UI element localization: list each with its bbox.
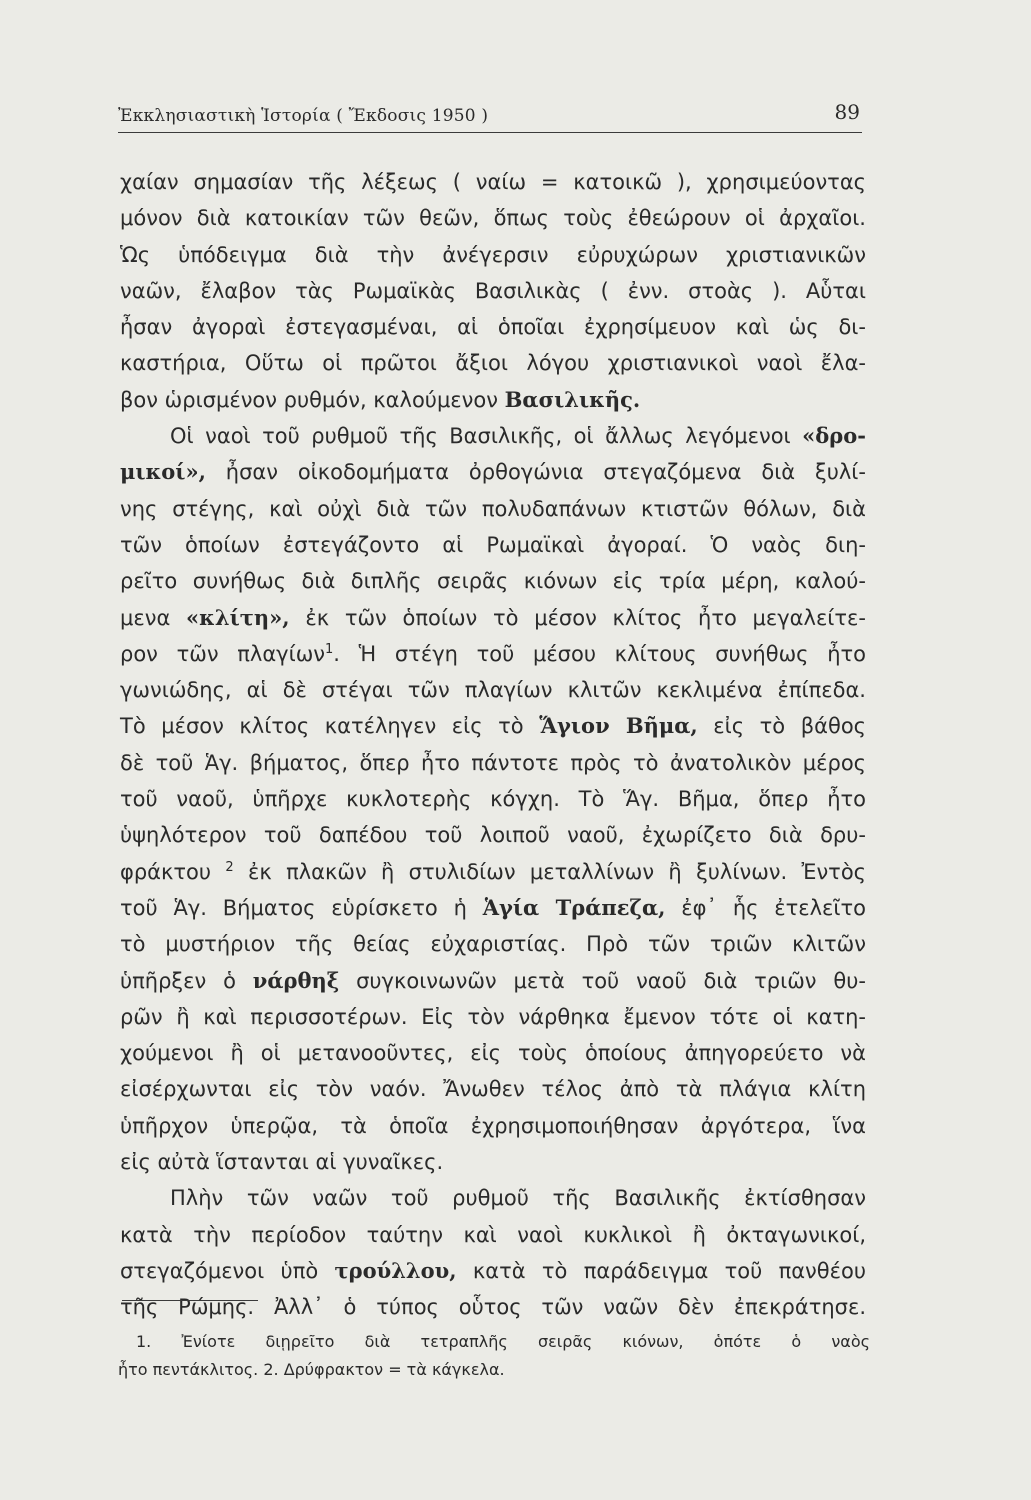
- text-segment: μενα: [120, 605, 171, 630]
- text-segment: ἐφ᾿ ἧς ἐτελεῖτο: [681, 895, 866, 920]
- text-line: [120, 454, 866, 490]
- text-line: τῆς Ρώμης. Ἀλλ᾿ ὁ τύπος οὗτος τῶν ναῶν δὲν ἐπεκράτησε.: [120, 1295, 866, 1320]
- text-line: Ὡς ὑπόδειγμα διὰ τὴν ἀνέγερσιν εὐρυχώρων χριστιανικῶν: [120, 242, 866, 267]
- text-line: ρῶν ἢ καὶ περισσοτέρων. Εἰς τὸν νάρθηκα ἔμενον τότε οἱ κατη-: [120, 1004, 866, 1029]
- header-rule: [118, 132, 862, 133]
- bold-term: νάρθηξ: [252, 967, 340, 993]
- text-line: νης στέγης, καὶ οὐχὶ διὰ τῶν πολυδαπάνων κτιστῶν θόλων, διὰ: [120, 496, 866, 521]
- text-line: [120, 418, 866, 454]
- text-segment: Τὸ μέσον κλίτος κατέληγεν εἰς τὸ: [120, 714, 524, 739]
- text-line: κατὰ τὴν περίοδον ταύτην καὶ ναοὶ κυκλικοὶ ἢ ὀκταγωνικοί,: [120, 1222, 866, 1247]
- text-segment: . Ἡ στέγη τοῦ μέσου κλίτους συνήθως ἦτο: [333, 641, 866, 666]
- text-segment: τοῦ Ἁγ. Βήματος εὑρίσκετο ἡ: [120, 895, 467, 920]
- text-segment: στεγαζόμενοι ὑπὸ: [120, 1258, 319, 1283]
- bold-term: Ἁγία Τράπεζα,: [482, 894, 666, 920]
- text-line: τὸ μυστήριον τῆς θείας εὐχαριστίας. Πρὸ τῶν τριῶν κλιτῶν: [120, 932, 866, 957]
- footnote-marker: 2: [225, 859, 234, 875]
- footnotes: [118, 1328, 870, 1384]
- text-segment: κατὰ τὸ παράδειγμα τοῦ πανθέου: [472, 1258, 866, 1283]
- bold-term: Ἅγιον Βῆμα,: [539, 713, 698, 739]
- footnote-marker: 1: [325, 641, 334, 657]
- text-line: εἰσέρχωνται εἰς τὸν ναόν. Ἄνωθεν τέλος ἀπὸ τὰ πλάγια κλίτη: [120, 1077, 866, 1102]
- text-line: ρεῖτο συνήθως διὰ διπλῆς σειρᾶς κιόνων εἰς τρία μέρη, καλού-: [120, 569, 866, 594]
- text-segment: Οἱ ναοὶ τοῦ ρυθμοῦ τῆς Βασιλικῆς, οἱ ἄλλως λεγόμενοι: [170, 424, 791, 449]
- footnote-line: ἦτο πεντάκλιτος. 2. Δρύφρακτον = τὰ κάγκελα.: [118, 1360, 505, 1379]
- footnote-line: 1. Ἐνίοτε διῃρεῖτο διὰ τετραπλῆς σειρᾶς κιόνων, ὁπότε ὁ ναὸς: [136, 1332, 870, 1351]
- text-segment: ἦσαν οἰκοδομήματα ὀρθογώνια στεγαζόμενα διὰ ξυλί-: [225, 460, 866, 485]
- text-line: [120, 1253, 866, 1289]
- text-line: [120, 854, 866, 890]
- text-line: [120, 636, 866, 672]
- bold-term: Βασιλικῆς.: [504, 386, 641, 412]
- text-line: δὲ τοῦ Ἁγ. βήματος, ὅπερ ἦτο πάντοτε πρὸς τὸ ἀνατολικὸν μέρος: [120, 750, 866, 775]
- bold-term: μικοί»,: [120, 459, 206, 485]
- text-line: ἦσαν ἀγοραὶ ἐστεγασμέναι, αἱ ὁποῖαι ἐχρησίμευον καὶ ὡς δι-: [120, 315, 866, 340]
- body-text: [120, 164, 866, 1326]
- text-line: μόνον διὰ κατοικίαν τῶν θεῶν, ὅπως τοὺς ἐθεώρουν οἱ ἀρχαῖοι.: [120, 206, 866, 231]
- bold-term: τρούλλου,: [334, 1257, 457, 1283]
- text-line: [120, 708, 866, 744]
- text-line: ὑπῆρχον ὑπερῷα, τὰ ὁποῖα ἐχρησιμοποιήθησαν ἀργότερα, ἵνα: [120, 1113, 866, 1138]
- text-line: [120, 382, 866, 418]
- text-segment: ἐκ πλακῶν ἢ στυλιδίων μεταλλίνων ἢ ξυλίνων. Ἐντὸς: [248, 859, 866, 884]
- text-segment: βον ὡρισμένον ρυθμόν, καλούμενον: [120, 387, 498, 412]
- text-line: τῶν ὁποίων ἐστεγάζοντο αἱ Ρωμαϊκαὶ ἀγοραί. Ὁ ναὸς διη-: [120, 532, 866, 557]
- text-segment: συγκοινωνῶν μετὰ τοῦ ναοῦ διὰ τριῶν θυ-: [356, 968, 866, 993]
- text-segment: ρον τῶν πλαγίων: [120, 641, 326, 666]
- text-line: ναῶν, ἔλαβον τὰς Ρωμαϊκὰς Βασιλικὰς ( ἐνν. στοὰς ). Αὗται: [120, 278, 866, 303]
- bold-term: «κλίτη»,: [186, 604, 290, 630]
- text-line: Πλὴν τῶν ναῶν τοῦ ρυθμοῦ τῆς Βασιλικῆς ἐκτίσθησαν: [170, 1186, 866, 1211]
- footnote-rule: [122, 1300, 258, 1301]
- text-line: [120, 963, 866, 999]
- running-title: Ἐκκλησιαστικὴ Ἱστορία ( Ἔκδοσις 1950 ): [118, 106, 489, 126]
- running-header: [118, 100, 862, 130]
- text-line: [120, 890, 866, 926]
- text-segment: ἐκ τῶν ὁποίων τὸ μέσον κλίτος ἦτο μεγαλείτε-: [305, 605, 866, 630]
- text-line: [120, 600, 866, 636]
- text-line: χαίαν σημασίαν τῆς λέξεως ( ναίω = κατοικῶ ), χρησιμεύοντας: [120, 170, 866, 194]
- text-line: χούμενοι ἢ οἱ μετανοοῦντες, εἰς τοὺς ὁποίους ἀπηγορεύετο νὰ: [120, 1041, 866, 1066]
- text-segment: ὑπῆρξεν ὁ: [120, 968, 236, 993]
- text-line: γωνιώδης, αἱ δὲ στέγαι τῶν πλαγίων κλιτῶν κεκλιμένα ἐπίπεδα.: [120, 678, 866, 703]
- text-line: τοῦ ναοῦ, ὑπῆρχε κυκλοτερὴς κόγχη. Τὸ Ἅγ. Βῆμα, ὅπερ ἦτο: [120, 787, 866, 812]
- text-line: εἰς αὐτὰ ἵστανται αἱ γυναῖκες.: [120, 1150, 444, 1175]
- text-line: καστήρια, Οὕτω οἱ πρῶτοι ἄξιοι λόγου χριστιανικοὶ ναοὶ ἔλα-: [120, 351, 866, 376]
- page-number: 89: [834, 100, 860, 124]
- text-segment: εἰς τὸ βάθος: [713, 714, 866, 739]
- bold-term: «δρο-: [802, 423, 866, 449]
- text-segment: φράκτου: [120, 859, 212, 884]
- text-line: ὑψηλότερον τοῦ δαπέδου τοῦ λοιποῦ ναοῦ, ἐχωρίζετο διὰ δρυ-: [120, 823, 866, 848]
